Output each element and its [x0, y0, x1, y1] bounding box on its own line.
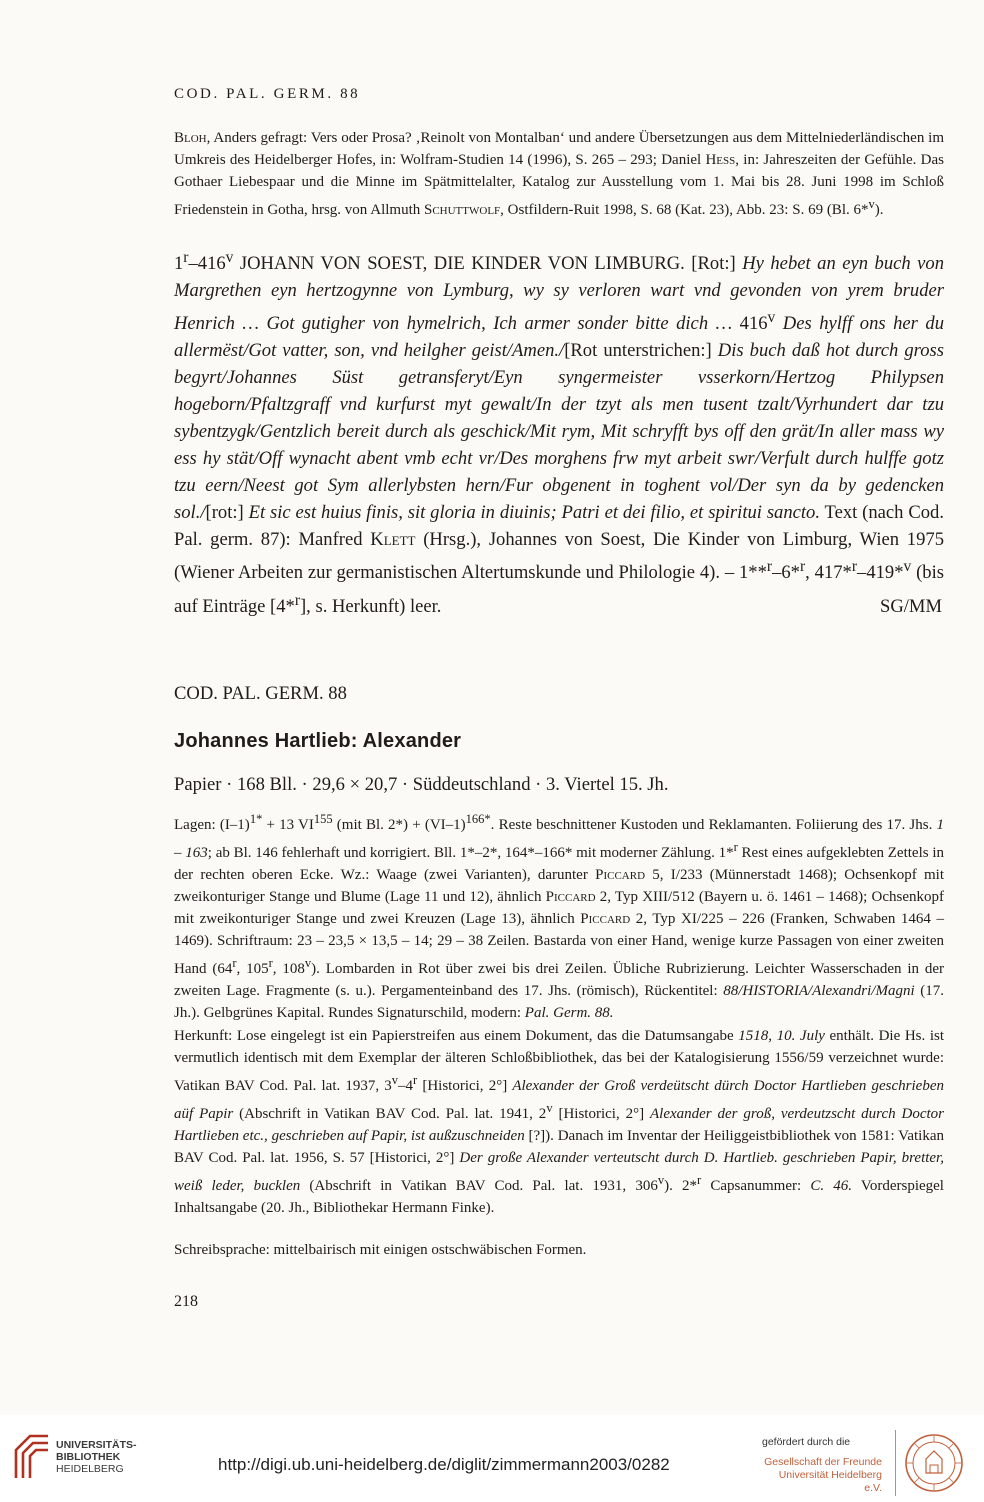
ub-name: [56, 1439, 137, 1475]
running-head: COD. PAL. GERM. 88: [174, 86, 361, 102]
page-number: 218: [174, 1293, 198, 1310]
editor-klett: Klett: [370, 529, 416, 551]
colophon: Dis buch daß hot durch gross begyrt/Johannes Süst getransferyt/Eyn syngermeister vsserkorn/Hertzog Philypsen hogeborn/Pfaltzgraff vnd kurfurst myt gewalt/In der tzyt als men tusent tzalt/Vyrhundert dar tzu sybentzygk/Gentzlich bereit durch als geschick/Mit rym, Mit schryfft bys off den grät/In aller mass wy ess hy stät/Off wynacht abent vmb echt vr/Des morghens frw myt arbeit swr/Verfult durch hulffe gotz tzu eern/Neest got Sym allerlybsten hern/Fur obgenent in toghent vol/Der syn da by gedencken sol./: [174, 340, 944, 524]
ub-line-3: HEIDELBERG: [56, 1463, 124, 1475]
lagen-paragraph: Lagen: $(I-1)^{1*} + 13$ VI$^{155}$ (mit Bl. $2*) + (VI-1)^{166*}$. Reste beschnittener Kustoden und Reklamanten. Foliierung des 17. Jhs. 1 – 163; ab Bl. 146 fehlerhaft und korrigiert. Bll. 1*–2*, 164*–166* mit moderner Zählung. 1*$^r$ Rest eines aufgeklebten Zettels in der rechten oberen Ecke. Wz.: Waage (zwei Varianten), darunter Piccard 5, I/233 (Münnerstadt 1468); Ochsenkopf mit zweikonturiger Stange und Blume (Lage 11 und 12), ähnlich Piccard 2, Typ XIII/512 (Bayern u. ö. 1461 – 1468); Ochsenkopf mit zweikonturiger Stange und zwei Kreuzen (Lage 13), ähnlich Piccard 2, Typ XI/225 – 226 (Franken, Schwaben 1464 – 1469). Schriftraum: 23 – 23,5 × 13,5 – 14; 29 – 38 Zeilen. Bastarda von einer Hand, wenige kurze Passagen von einer zweiten Hand (64$^r$, 105$^r$, 108$^v$). Lombarden in Rot über zwei bis drei Zeilen. Übliche Rubrizierung. Leichter Wasserschaden in der zweiten Lage. Fragmente (s. u.). Pergamenteinband des 17. Jhs. (römisch), Rückentitel: 88/HISTORIA/Alexandri/Magni (17. Jh.). Gelbgrünes Kapital. Rundes Signaturschild, modern: Pal. Germ. 88.: [174, 812, 945, 1021]
ub-logo-icon[interactable]: [12, 1432, 52, 1482]
editor-schuttwolf: Schuttwolf: [423, 202, 501, 218]
closing-formula: Et sic est huius finis, sit gloria in diuinis; Patri et dei filio, et spiritui sancto.: [248, 502, 821, 524]
sponsor-name[interactable]: [762, 1456, 882, 1495]
ub-line-1: UNIVERSITÄTS-: [56, 1439, 137, 1451]
bibliography-paragraph: Bloh, Anders gefragt: Vers oder Prosa? ‚Reinolt von Montalban‘ und andere Übersetzungen aus dem Mittelniederländischen im Umkreis des Heidelberger Hofes, in: Wolfram-Studien 14 (1996), S. 265 – 293; Daniel Hess, in: Jahreszeiten der Gefühle. Das Gothaer Liebespaar und die Minne im Spätmittelalter, Katalog zur Ausstellung vom 1. Mai bis 28. Juni 1998 im Schloß Friedenstein in Gotha, hrsg. von Allmuth Schuttwolf, Ostfildern-Ruit 1998, S. 68 (Kat. 23), Abb. 23: S. 69 (Bl. 6*$^v$).: [174, 130, 944, 218]
explicit: Des hylff ons her du allermëst/Got vatter, son, vnd heilgher geist/Amen./: [174, 313, 944, 362]
sponsor-caption: gefördert durch die: [762, 1436, 851, 1448]
author-signature: SG/MM: [879, 596, 942, 617]
incipit: Hy hebet an eyn buch von Margrethen eyn hertzogynne von Lymburg, wy sy verloren wart vnd gevonden von yrem bruder Henrich … Got gutigher von hymelrich, Ich armer sonder bitte dich …: [174, 253, 945, 335]
ub-line-2: BIBLIOTHEK: [56, 1451, 121, 1463]
codex-title: Johannes Hartlieb: Alexander: [174, 730, 462, 752]
herkunft-paragraph: Herkunft: Lose eingelegt ist ein Papierstreifen aus einem Dokument, das die Datumsangabe 1518, 10. July enthält. Die Hs. ist vermutlich identisch mit dem Exemplar der älteren Schloßbibliothek, das bei der Katalogisierung 1556/59 verzeichnet wurde: Vatikan BAV Cod. Pal. lat. 1937, 3$^v$–4$^r$ [Historici, 2°] Alexander der Groß verdeütscht dürch Doctor Hartlieben geschrieben aüf Papir (Abschrift in Vatikan BAV Cod. Pal. lat. 1941, 2$^v$ [Historici, 2°] Alexander der groß, verdeutzscht durch Doctor Hartlieben etc., geschrieben auf Papir, ist außzuschneiden [?]). Danach im Inventar der Heiliggeistbibliothek von 1581: Vatikan BAV Cod. Pal. lat. 1956, S. 57 [Historici, 2°] Der große Alexander verteutscht durch D. Hartlieb. geschrieben Papir, bretter, weiß leder, bucklen (Abschrift in Vatikan BAV Cod. Pal. lat. 1931, 306$^v$). 2*$^r$ Capsanummer: C. 46. Vorderspiegel Inhaltsangabe (20. Jh., Bibliothekar Hermann Finke).: [174, 1028, 944, 1216]
permalink-url[interactable]: http://digi.ub.uni-heidelberg.de/diglit/zimmermann2003/0282: [218, 1455, 670, 1474]
author-hess: Hess: [705, 152, 736, 168]
sponsor-line-2: Universität Heidelberg e.V.: [778, 1469, 882, 1494]
physical-description: Papier · 168 Bll. · 29,6 × 20,7 · Süddeutschland · 3. Viertel 15. Jh.: [174, 774, 669, 795]
footer-divider: [895, 1430, 896, 1496]
schreibsprache-paragraph: Schreibsprache: mittelbairisch mit einigen ostschwäbischen Formen.: [174, 1242, 587, 1258]
university-seal-icon[interactable]: [904, 1433, 964, 1493]
sponsor-line-1: Gesellschaft der Freunde: [764, 1456, 882, 1468]
content-paragraph: 1$^r$–416$^v$ JOHANN VON SOEST, DIE KINDER VON LIMBURG. [Rot:] Hy hebet an eyn buch von Margrethen eyn hertzogynne von Lymburg, wy sy verloren wart vnd gevonden von yrem bruder Henrich … Got gutigher von hymelrich, Ich armer sonder bitte dich … 416$^v$ Des hylff ons her du allermëst/Got vatter, son, vnd heilgher geist/Amen./[Rot unterstrichen:] Dis buch daß hot durch gross begyrt/Johannes Süst getransferyt/Eyn syngermeister vsserkorn/Hertzog Philypsen hogeborn/Pfaltzgraff vnd kurfurst myt gewalt/In der tzyt als men tusent tzalt/Vyrhundert dar tzu sybentzygk/Gentzlich bereit durch als geschick/Mit rym, Mit schryfft bys off den grät/In aller mass wy ess hy stät/Off wynacht abent vmb echt vr/Des morghens frw myt arbeit swr/Verfult durch hulffe gotz tzu eern/Neest got Sym allerlybsten hern/Fur obgenent in toghent vol/Der syn da by gedencken sol./[rot:] Et sic est huius finis, sit gloria in diuinis; Patri et dei filio, et spiritui sancto. Text (nach Cod. Pal. germ. 87): Manfred Klett (Hrsg.), Johannes von Soest, Die Kinder von Limburg, Wien 1975 (Wiener Arbeiten zur germanistischen Altertumskunde und Philologie 4). – 1**$^r$–6*$^r$, 417*$^r$–419*$^v$ (bis auf Einträge [4*$^r$], s. Herkunft) leer.: [174, 249, 945, 617]
author-bloh: Bloh: [174, 130, 207, 146]
codex-heading: COD. PAL. GERM. 88: [174, 683, 347, 704]
